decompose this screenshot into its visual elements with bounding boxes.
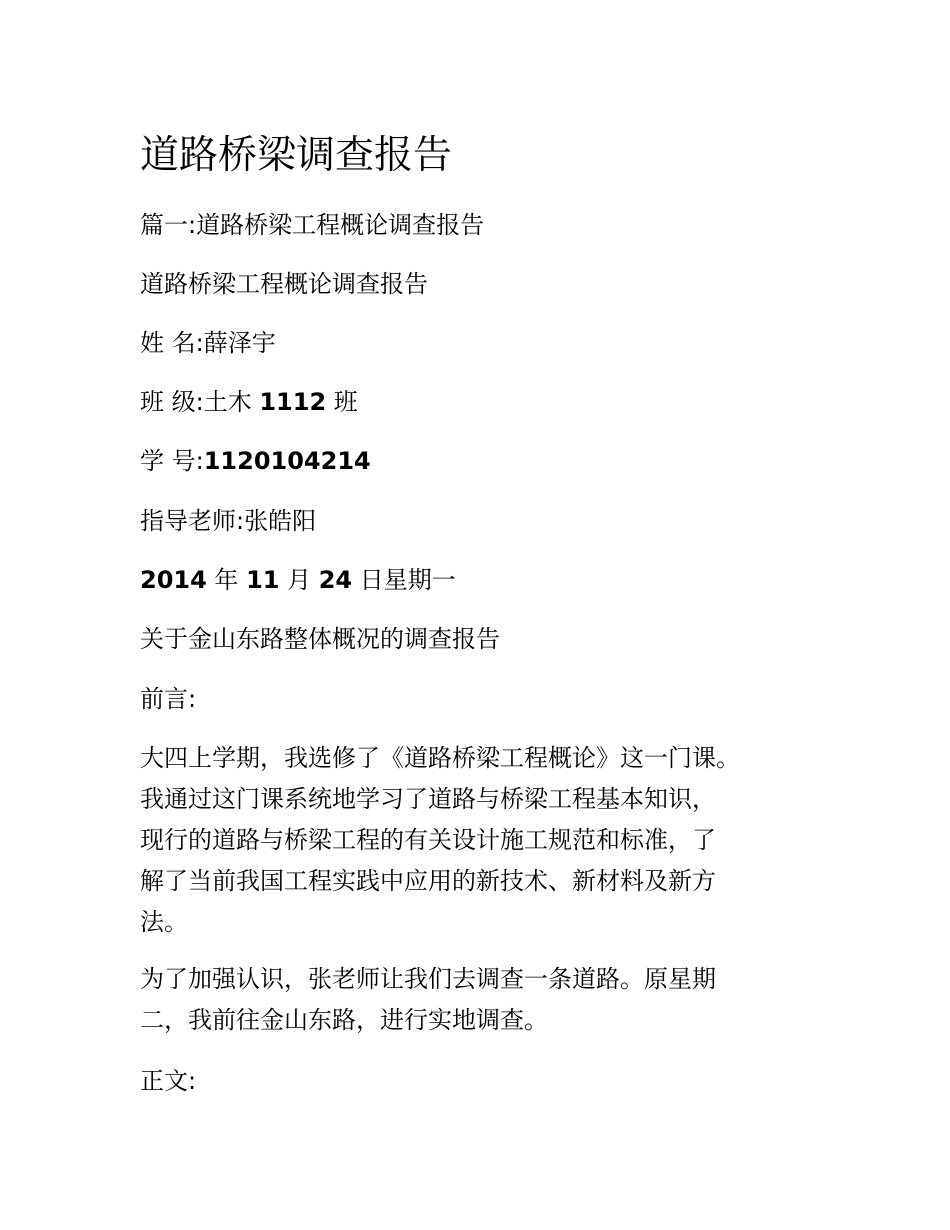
report-subtitle: 道路桥梁工程概论调查报告 xyxy=(140,270,428,298)
paragraph-line: 现行的道路与桥梁工程的有关设计施工规范和标准，了 xyxy=(140,826,716,854)
report-topic: 关于金山东路整体概况的调查报告 xyxy=(140,625,500,653)
date-day-unit: 日星期一 xyxy=(352,566,456,594)
class-line xyxy=(140,385,358,419)
class-number: 1112 xyxy=(259,388,327,416)
preface-label: 前言: xyxy=(140,685,197,713)
student-id-value: 1120104214 xyxy=(203,447,371,475)
date-year-unit: 年 xyxy=(206,566,247,594)
section-heading: 篇一:道路桥梁工程概论调查报告 xyxy=(140,211,485,239)
student-id-label: 学 号: xyxy=(140,447,204,475)
class-prefix: 班 级:土木 xyxy=(140,388,260,416)
paragraph-line: 我通过这门课系统地学习了道路与桥梁工程基本知识， xyxy=(140,785,716,813)
paragraph-line: 法。 xyxy=(140,908,188,936)
document-title: 道路桥梁调查报告 xyxy=(140,133,453,178)
date-line xyxy=(140,563,456,597)
date-month-unit: 月 xyxy=(279,566,319,594)
date-day: 24 xyxy=(318,566,353,594)
preface-paragraph xyxy=(140,738,820,943)
paragraph-line: 解了当前我国工程实践中应用的新技术、新材料及新方 xyxy=(140,867,716,895)
class-suffix: 班 xyxy=(326,388,358,416)
date-year: 2014 xyxy=(140,566,207,594)
paragraph-line: 二，我前往金山东路，进行实地调查。 xyxy=(140,1006,548,1034)
student-name-line: 姓 名:薛泽宇 xyxy=(140,329,276,357)
paragraph-line: 为了加强认识，张老师让我们去调查一条道路。原星期 xyxy=(140,965,716,993)
investigation-paragraph xyxy=(140,959,820,1041)
date-month: 11 xyxy=(246,566,280,594)
student-id-line xyxy=(140,444,371,478)
advisor-line: 指导老师:张皓阳 xyxy=(140,507,317,535)
paragraph-line: 大四上学期，我选修了《道路桥梁工程概论》这一门课。 xyxy=(140,744,740,772)
body-label: 正文: xyxy=(140,1067,197,1095)
